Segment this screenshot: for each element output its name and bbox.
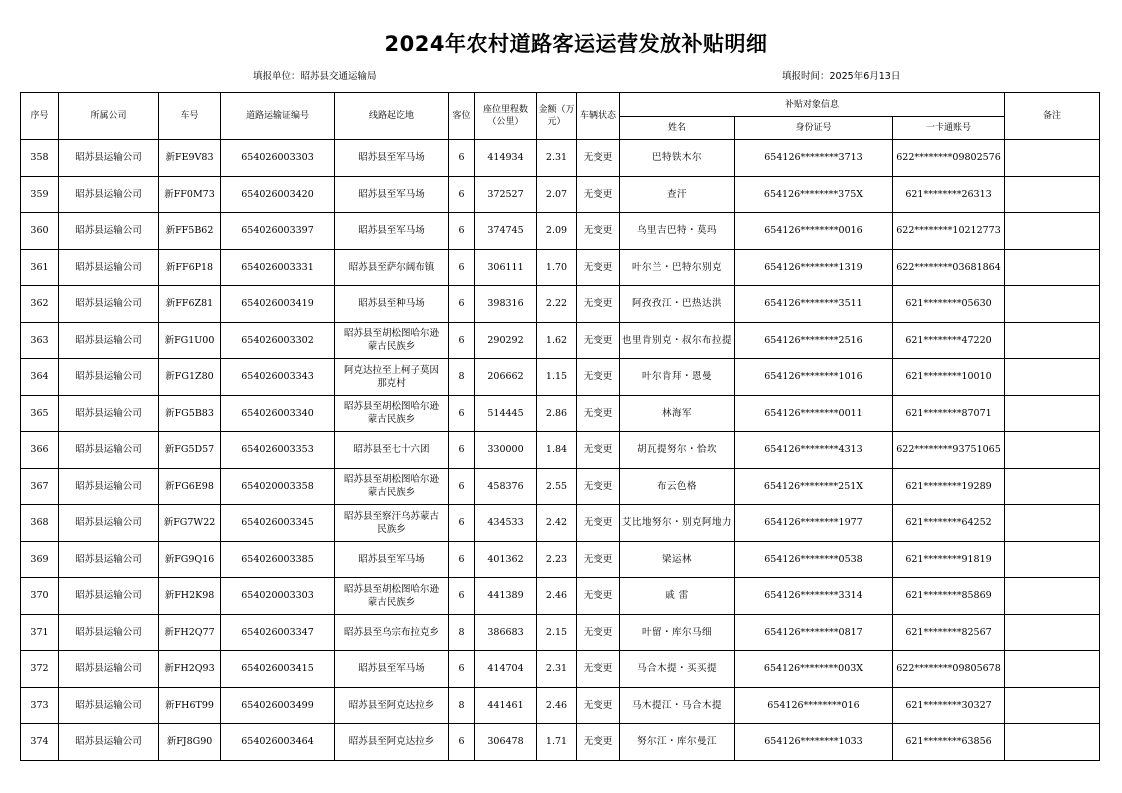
cell-seq: 369	[21, 541, 59, 578]
cell-amount: 1.62	[537, 322, 577, 359]
cell-id-no: 654126********1977	[735, 505, 893, 542]
cell-id-no: 654126********1033	[735, 724, 893, 761]
cell-amount: 1.70	[537, 249, 577, 286]
cell-seats: 6	[449, 468, 475, 505]
cell-id-no: 654126********3314	[735, 578, 893, 615]
header-remark: 备注	[1005, 93, 1100, 140]
cell-mileage: 458376	[475, 468, 537, 505]
cell-status: 无变更	[577, 432, 620, 469]
cell-mileage: 386683	[475, 614, 537, 651]
cell-seq: 358	[21, 140, 59, 177]
cell-id-no: 654126********1319	[735, 249, 893, 286]
cell-id-no: 654126********3713	[735, 140, 893, 177]
cell-seq: 371	[21, 614, 59, 651]
header-subsidy-group: 补贴对象信息	[620, 93, 1005, 117]
cell-seq: 366	[21, 432, 59, 469]
cell-plate: 新FF6P18	[159, 249, 221, 286]
cell-route: 昭苏县至胡松图哈尔逊蒙古民族乡	[335, 468, 449, 505]
cell-mileage: 398316	[475, 286, 537, 323]
cell-amount: 1.84	[537, 432, 577, 469]
cell-permit: 654026003343	[221, 359, 335, 396]
cell-amount: 2.46	[537, 687, 577, 724]
cell-name: 查汗	[620, 176, 735, 213]
cell-plate: 新FF6Z81	[159, 286, 221, 323]
header-permit: 道路运输证编号	[221, 93, 335, 140]
cell-plate: 新FG5D57	[159, 432, 221, 469]
cell-name: 阿孜孜江・巴热达洪	[620, 286, 735, 323]
cell-route: 阿克达拉至上柯子莫因那克村	[335, 359, 449, 396]
cell-remark	[1005, 322, 1100, 359]
cell-remark	[1005, 140, 1100, 177]
cell-seq: 364	[21, 359, 59, 396]
cell-status: 无变更	[577, 286, 620, 323]
cell-route: 昭苏县至阿克达拉乡	[335, 687, 449, 724]
cell-status: 无变更	[577, 395, 620, 432]
cell-status: 无变更	[577, 651, 620, 688]
cell-seq: 359	[21, 176, 59, 213]
cell-company: 昭苏县运输公司	[59, 724, 159, 761]
header-mileage: 座位里程数（公里）	[475, 93, 537, 140]
cell-id-no: 654126********0016	[735, 213, 893, 250]
cell-seq: 370	[21, 578, 59, 615]
cell-status: 无变更	[577, 687, 620, 724]
cell-company: 昭苏县运输公司	[59, 468, 159, 505]
table-row	[21, 541, 1100, 578]
table-row	[21, 724, 1100, 761]
cell-remark	[1005, 213, 1100, 250]
cell-seats: 6	[449, 140, 475, 177]
cell-mileage: 434533	[475, 505, 537, 542]
cell-company: 昭苏县运输公司	[59, 651, 159, 688]
cell-permit: 654026003347	[221, 614, 335, 651]
header-route: 线路起讫地	[335, 93, 449, 140]
cell-route: 昭苏县至阿克达拉乡	[335, 724, 449, 761]
cell-card: 622********09802576	[893, 140, 1005, 177]
cell-route: 昭苏县至胡松图哈尔逊蒙古民族乡	[335, 578, 449, 615]
cell-remark	[1005, 249, 1100, 286]
cell-id-no: 654126********003X	[735, 651, 893, 688]
table-row	[21, 578, 1100, 615]
cell-company: 昭苏县运输公司	[59, 432, 159, 469]
cell-company: 昭苏县运输公司	[59, 359, 159, 396]
cell-plate: 新FH2Q77	[159, 614, 221, 651]
cell-amount: 1.71	[537, 724, 577, 761]
cell-company: 昭苏县运输公司	[59, 505, 159, 542]
cell-route: 昭苏县至乌宗布拉克乡	[335, 614, 449, 651]
cell-card: 621********47220	[893, 322, 1005, 359]
reporting-date-label: 填报时间：	[782, 71, 830, 82]
table-row	[21, 395, 1100, 432]
cell-id-no: 654126********0011	[735, 395, 893, 432]
cell-mileage: 306478	[475, 724, 537, 761]
cell-seats: 6	[449, 578, 475, 615]
cell-name: 叶尔兰・巴特尔别克	[620, 249, 735, 286]
cell-amount: 2.42	[537, 505, 577, 542]
cell-permit: 654026003385	[221, 541, 335, 578]
table-body	[21, 140, 1100, 761]
reporting-date	[782, 68, 900, 82]
cell-mileage: 514445	[475, 395, 537, 432]
cell-seats: 6	[449, 213, 475, 250]
cell-status: 无变更	[577, 213, 620, 250]
cell-permit: 654026003340	[221, 395, 335, 432]
cell-company: 昭苏县运输公司	[59, 213, 159, 250]
cell-card: 621********19289	[893, 468, 1005, 505]
cell-id-no: 654126********016	[735, 687, 893, 724]
cell-id-no: 654126********2516	[735, 322, 893, 359]
cell-status: 无变更	[577, 541, 620, 578]
cell-route: 昭苏县至萨尔阔布镇	[335, 249, 449, 286]
cell-name: 布云色格	[620, 468, 735, 505]
header-seats: 客位	[449, 93, 475, 140]
cell-seq: 362	[21, 286, 59, 323]
cell-plate: 新FG9Q16	[159, 541, 221, 578]
table-row	[21, 359, 1100, 396]
cell-card: 622********03681864	[893, 249, 1005, 286]
cell-amount: 2.22	[537, 286, 577, 323]
cell-mileage: 206662	[475, 359, 537, 396]
cell-status: 无变更	[577, 176, 620, 213]
cell-status: 无变更	[577, 578, 620, 615]
cell-seats: 6	[449, 176, 475, 213]
cell-remark	[1005, 578, 1100, 615]
cell-remark	[1005, 614, 1100, 651]
cell-route: 昭苏县至军马场	[335, 541, 449, 578]
subsidy-table	[20, 92, 1100, 761]
table-row	[21, 249, 1100, 286]
cell-card: 621********64252	[893, 505, 1005, 542]
cell-amount: 2.23	[537, 541, 577, 578]
cell-seats: 8	[449, 359, 475, 396]
table-row	[21, 140, 1100, 177]
cell-status: 无变更	[577, 249, 620, 286]
cell-plate: 新FG7W22	[159, 505, 221, 542]
cell-remark	[1005, 432, 1100, 469]
cell-seq: 368	[21, 505, 59, 542]
cell-name: 叶留・库尔马细	[620, 614, 735, 651]
cell-status: 无变更	[577, 724, 620, 761]
cell-remark	[1005, 505, 1100, 542]
cell-seats: 6	[449, 286, 475, 323]
cell-permit: 654026003420	[221, 176, 335, 213]
cell-plate: 新FG6E98	[159, 468, 221, 505]
cell-company: 昭苏县运输公司	[59, 286, 159, 323]
cell-id-no: 654126********1016	[735, 359, 893, 396]
cell-mileage: 401362	[475, 541, 537, 578]
cell-name: 梁运林	[620, 541, 735, 578]
cell-card: 621********87071	[893, 395, 1005, 432]
cell-seq: 367	[21, 468, 59, 505]
cell-seats: 6	[449, 432, 475, 469]
table-row	[21, 651, 1100, 688]
cell-mileage: 441389	[475, 578, 537, 615]
cell-mileage: 414704	[475, 651, 537, 688]
page-title: 2024年农村道路客运运营发放补贴明细	[384, 32, 768, 56]
cell-company: 昭苏县运输公司	[59, 541, 159, 578]
cell-route: 昭苏县至军马场	[335, 213, 449, 250]
cell-mileage: 330000	[475, 432, 537, 469]
cell-amount: 2.07	[537, 176, 577, 213]
cell-card: 621********26313	[893, 176, 1005, 213]
header-amount: 金额（万元）	[537, 93, 577, 140]
cell-plate: 新FH2Q93	[159, 651, 221, 688]
table-row	[21, 687, 1100, 724]
cell-route: 昭苏县至胡松图哈尔逊蒙古民族乡	[335, 395, 449, 432]
cell-mileage: 414934	[475, 140, 537, 177]
cell-card: 621********63856	[893, 724, 1005, 761]
cell-seats: 6	[449, 249, 475, 286]
reporting-unit-value: 昭苏县交通运输局	[300, 71, 377, 82]
reporting-unit-label: 填报单位：	[253, 71, 301, 82]
cell-permit: 654026003397	[221, 213, 335, 250]
cell-name: 马木提江・马合木提	[620, 687, 735, 724]
table-row	[21, 614, 1100, 651]
cell-plate: 新FH2K98	[159, 578, 221, 615]
cell-status: 无变更	[577, 614, 620, 651]
cell-seats: 6	[449, 395, 475, 432]
cell-company: 昭苏县运输公司	[59, 687, 159, 724]
cell-remark	[1005, 176, 1100, 213]
cell-plate: 新FF0M73	[159, 176, 221, 213]
cell-amount: 2.09	[537, 213, 577, 250]
cell-permit: 654020003358	[221, 468, 335, 505]
cell-plate: 新FG1Z80	[159, 359, 221, 396]
cell-seq: 374	[21, 724, 59, 761]
cell-card: 621********91819	[893, 541, 1005, 578]
cell-seats: 6	[449, 724, 475, 761]
cell-name: 马合木提・买买提	[620, 651, 735, 688]
cell-remark	[1005, 687, 1100, 724]
table-row	[21, 468, 1100, 505]
cell-seats: 8	[449, 687, 475, 724]
cell-permit: 654026003302	[221, 322, 335, 359]
cell-plate: 新FE9V83	[159, 140, 221, 177]
cell-card: 621********82567	[893, 614, 1005, 651]
cell-mileage: 441461	[475, 687, 537, 724]
cell-id-no: 654126********4313	[735, 432, 893, 469]
cell-status: 无变更	[577, 505, 620, 542]
cell-mileage: 374745	[475, 213, 537, 250]
cell-amount: 2.15	[537, 614, 577, 651]
cell-name: 也里肯别克・叔尔布拉提	[620, 322, 735, 359]
cell-seq: 365	[21, 395, 59, 432]
cell-mileage: 290292	[475, 322, 537, 359]
header-id-no: 身份证号	[735, 117, 893, 140]
header-status: 车辆状态	[577, 93, 620, 140]
cell-remark	[1005, 651, 1100, 688]
cell-mileage: 372527	[475, 176, 537, 213]
cell-name: 林海军	[620, 395, 735, 432]
cell-permit: 654026003353	[221, 432, 335, 469]
table-row	[21, 213, 1100, 250]
reporting-date-value: 2025年6月13日	[829, 71, 901, 82]
cell-route: 昭苏县至胡松图哈尔逊蒙古民族乡	[335, 322, 449, 359]
table-row	[21, 176, 1100, 213]
cell-plate: 新FG5B83	[159, 395, 221, 432]
cell-id-no: 654126********375X	[735, 176, 893, 213]
cell-seats: 8	[449, 614, 475, 651]
cell-amount: 2.31	[537, 651, 577, 688]
cell-name: 胡瓦提努尔・恰坎	[620, 432, 735, 469]
cell-permit: 654026003419	[221, 286, 335, 323]
cell-company: 昭苏县运输公司	[59, 140, 159, 177]
cell-seq: 361	[21, 249, 59, 286]
cell-company: 昭苏县运输公司	[59, 249, 159, 286]
header-seq: 序号	[21, 93, 59, 140]
cell-seats: 6	[449, 505, 475, 542]
table-row	[21, 505, 1100, 542]
cell-status: 无变更	[577, 359, 620, 396]
cell-name: 乌里吉巴特・莫玛	[620, 213, 735, 250]
header-name: 姓名	[620, 117, 735, 140]
cell-card: 622********93751065	[893, 432, 1005, 469]
cell-plate: 新FH6T99	[159, 687, 221, 724]
cell-seats: 6	[449, 322, 475, 359]
cell-permit: 654026003464	[221, 724, 335, 761]
cell-amount: 2.86	[537, 395, 577, 432]
cell-remark	[1005, 468, 1100, 505]
cell-route: 昭苏县至军马场	[335, 140, 449, 177]
cell-plate: 新FJ8G90	[159, 724, 221, 761]
cell-card: 621********10010	[893, 359, 1005, 396]
cell-remark	[1005, 541, 1100, 578]
cell-company: 昭苏县运输公司	[59, 578, 159, 615]
header-company: 所属公司	[59, 93, 159, 140]
cell-company: 昭苏县运输公司	[59, 395, 159, 432]
cell-name: 叶尔肯拜・恩曼	[620, 359, 735, 396]
header-card: 一卡通账号	[893, 117, 1005, 140]
cell-remark	[1005, 724, 1100, 761]
cell-card: 622********09805678	[893, 651, 1005, 688]
cell-amount: 2.46	[537, 578, 577, 615]
cell-plate: 新FG1U00	[159, 322, 221, 359]
cell-permit: 654026003303	[221, 140, 335, 177]
table-row	[21, 286, 1100, 323]
cell-remark	[1005, 395, 1100, 432]
cell-permit: 654026003345	[221, 505, 335, 542]
cell-route: 昭苏县至察汗乌苏蒙古民族乡	[335, 505, 449, 542]
cell-seq: 360	[21, 213, 59, 250]
cell-route: 昭苏县至种马场	[335, 286, 449, 323]
cell-id-no: 654126********3511	[735, 286, 893, 323]
header-plate: 车号	[159, 93, 221, 140]
cell-name: 艾比地努尔・别克阿地力	[620, 505, 735, 542]
cell-route: 昭苏县至军马场	[335, 651, 449, 688]
cell-seq: 373	[21, 687, 59, 724]
cell-company: 昭苏县运输公司	[59, 614, 159, 651]
cell-status: 无变更	[577, 468, 620, 505]
cell-id-no: 654126********251X	[735, 468, 893, 505]
cell-id-no: 654126********0817	[735, 614, 893, 651]
table-row	[21, 322, 1100, 359]
cell-card: 621********30327	[893, 687, 1005, 724]
cell-permit: 654026003331	[221, 249, 335, 286]
cell-name: 戚 雷	[620, 578, 735, 615]
cell-mileage: 306111	[475, 249, 537, 286]
cell-permit: 654026003499	[221, 687, 335, 724]
cell-id-no: 654126********0538	[735, 541, 893, 578]
cell-name: 努尔江・库尔曼江	[620, 724, 735, 761]
cell-amount: 2.31	[537, 140, 577, 177]
cell-card: 621********85869	[893, 578, 1005, 615]
cell-card: 622********10212773	[893, 213, 1005, 250]
cell-status: 无变更	[577, 140, 620, 177]
cell-remark	[1005, 286, 1100, 323]
cell-amount: 1.15	[537, 359, 577, 396]
cell-amount: 2.55	[537, 468, 577, 505]
cell-company: 昭苏县运输公司	[59, 176, 159, 213]
table-row	[21, 432, 1100, 469]
cell-plate: 新FF5B62	[159, 213, 221, 250]
cell-seats: 6	[449, 541, 475, 578]
cell-route: 昭苏县至军马场	[335, 176, 449, 213]
cell-card: 621********05630	[893, 286, 1005, 323]
cell-status: 无变更	[577, 322, 620, 359]
cell-seats: 6	[449, 651, 475, 688]
cell-seq: 363	[21, 322, 59, 359]
cell-company: 昭苏县运输公司	[59, 322, 159, 359]
cell-name: 巴特铁木尔	[620, 140, 735, 177]
cell-permit: 654020003303	[221, 578, 335, 615]
cell-route: 昭苏县至七十六团	[335, 432, 449, 469]
cell-seq: 372	[21, 651, 59, 688]
reporting-unit	[253, 68, 377, 82]
cell-permit: 654026003415	[221, 651, 335, 688]
cell-remark	[1005, 359, 1100, 396]
